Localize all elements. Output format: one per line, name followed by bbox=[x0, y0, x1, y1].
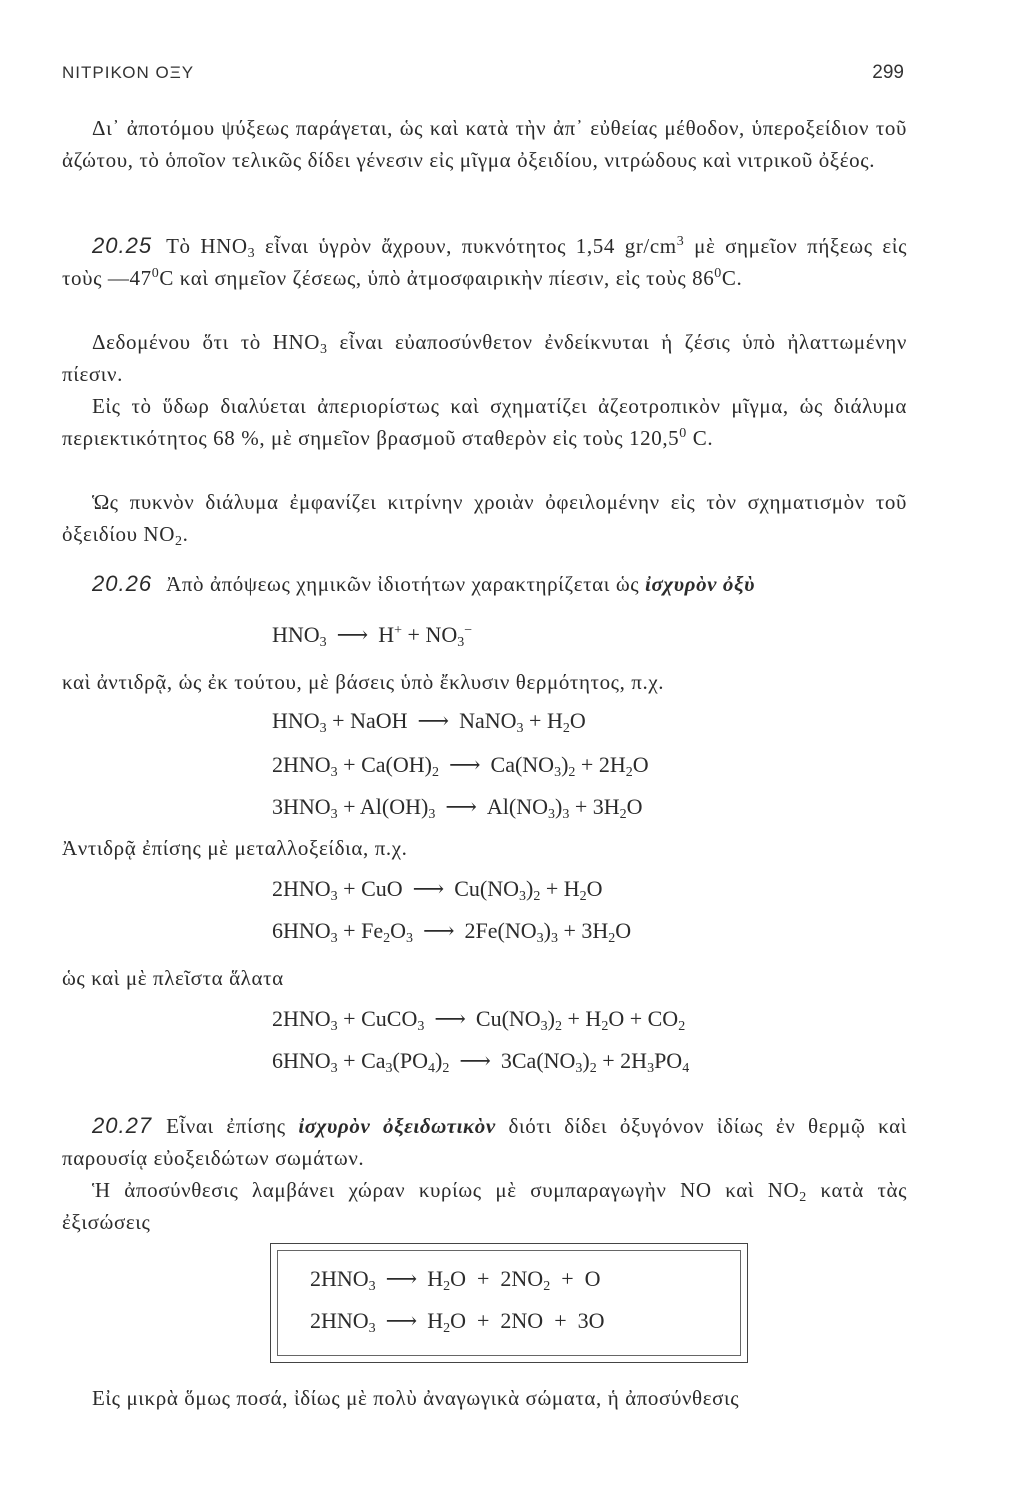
section-20-26-p2: καὶ ἀντιδρᾷ, ὡς ἐκ τούτου, μὲ βάσεις ὑπὸ ἔκλυσιν θερμότητος, π.χ. bbox=[62, 670, 665, 694]
equation-aloh: $3HNO_3 + Al(OH)_3$ ⟶ $Al(NO_3)_3 + 3H_2O$ bbox=[272, 794, 643, 822]
running-header bbox=[62, 62, 904, 84]
decomposition-box bbox=[270, 1243, 748, 1363]
section-20-25-p2: Δεδομένου ὅτι τὸ $HNO_3$ εἶναι εὐαποσύνθετον ἐνδείκνυται ἡ ζέσις ὑπὸ ἠλαττωμένην πίεσιν. bbox=[62, 330, 907, 386]
equation-decomp-no2: $2HNO_3$ ⟶ $H_2O + 2NO_2 + O$ bbox=[310, 1266, 601, 1294]
equation-decomp-no: $2HNO_3$ ⟶ $H_2O + 2NO + 3O$ bbox=[310, 1308, 605, 1336]
page-number: 299 bbox=[872, 62, 904, 83]
equation-fe2o3: $6HNO_3 + Fe_2O_3$ ⟶ $2Fe(NO_3)_3 + 3H_2O$ bbox=[272, 918, 632, 946]
equation-cuco3: $2HNO_3$ + CuCO$_3$ ⟶ $Cu(NO_3)_2 + H_2O + CO_2$ bbox=[272, 1006, 686, 1034]
section-20-26-p1: 20.26 Ἀπὸ ἀπόψεως χημικῶν ἰδιοτήτων χαρακτηρίζεται ὡς ἰσχυρὸν ὀξὺ bbox=[92, 571, 755, 596]
section-number: 20.26 bbox=[92, 571, 153, 596]
section-number: 20.25 bbox=[92, 233, 153, 258]
equation-naoh: $HNO_3$ + NaOH ⟶ NaNO$_3$ + $H_2O$ bbox=[272, 708, 586, 736]
section-20-25-p4: Ὡς πυκνὸν διάλυμα ἐμφανίζει κιτρίνην χροιὰν ὀφειλομένην εἰς τὸν σχηματισμὸν τοῦ ὀξειδίου $NO_2$. bbox=[62, 490, 907, 549]
section-number: 20.27 bbox=[92, 1113, 153, 1138]
intro-paragraph: Δι᾽ ἀποτόμου ψύξεως παράγεται, ὡς καὶ κατὰ τὴν ἀπ᾽ εὐθείας μέθοδον, ὑπεροξείδιον τοῦ ἀζώτου, τὸ ὁποῖον τελικῶς δίδει γένεσιν εἰς μῖγμα ὀξειδίου, νιτρώδους καὶ νιτρικοῦ ὀξέος. bbox=[62, 116, 907, 172]
section-20-25-p1: 20.25 Τὸ $HNO_3$ εἶναι ὑγρὸν ἄχρουν, πυκνότητος 1,54 $gr/cm^3$ μὲ σημεῖον πήξεως εἰς τοὺς $—47^0C$ καὶ σημεῖον ζέσεως, ὑπὸ ἀτμοσφαιρικὴν πίεσιν, εἰς τοὺς $86^0C$. bbox=[62, 233, 907, 290]
section-20-26-p4: ὡς καὶ μὲ πλεῖστα ἅλατα bbox=[62, 966, 284, 990]
running-title: ΝΙΤΡΙΚΟΝ ΟΞΥ bbox=[62, 63, 195, 82]
section-20-25-p3: Εἰς τὸ ὕδωρ διαλύεται ἀπεριορίστως καὶ σχηματίζει ἀζεοτροπικὸν μῖγμα, ὡς διάλυμα περιεκτικότητος 68 %, μὲ σημεῖον βρασμοῦ σταθερὸν εἰς τοὺς 120,5$^0$ C. bbox=[62, 394, 907, 450]
equation-ca3po4: $6HNO_3 + Ca_3(PO_4)_2$ ⟶ $3Ca(NO_3)_2 + 2H_3PO_4$ bbox=[272, 1048, 690, 1076]
equation-dissociation: $HNO_3$ ⟶ $H^+ + NO_3^-$ bbox=[272, 622, 473, 650]
equation-caoh: $2HNO_3 + Ca(OH)_2$ ⟶ $Ca(NO_3)_2 + 2H_2O$ bbox=[272, 752, 649, 780]
equation-cuo: $2HNO_3$ + CuO ⟶ $Cu(NO_3)_2 + H_2O$ bbox=[272, 876, 603, 904]
section-20-26-p3: Ἀντιδρᾷ ἐπίσης μὲ μεταλλοξείδια, π.χ. bbox=[62, 836, 408, 860]
section-20-27-p3: Εἰς μικρὰ ὅμως ποσά, ἰδίως μὲ πολὺ ἀναγωγικὰ σώματα, ἡ ἀποσύνθεσις bbox=[92, 1386, 740, 1410]
section-20-27-p2: Ἡ ἀποσύνθεσις λαμβάνει χώραν κυρίως μὲ συμπαραγωγὴν NO καὶ $NO_2$ κατὰ τὰς ἐξισώσεις bbox=[62, 1178, 908, 1234]
section-20-27-p1: 20.27 Εἶναι ἐπίσης ἰσχυρὸν ὀξειδωτικὸν διότι δίδει ὀξυγόνον ἰδίως ἐν θερμῷ καὶ παρουσίᾳ εὐοξειδώτων σωμάτων. bbox=[62, 1113, 907, 1170]
